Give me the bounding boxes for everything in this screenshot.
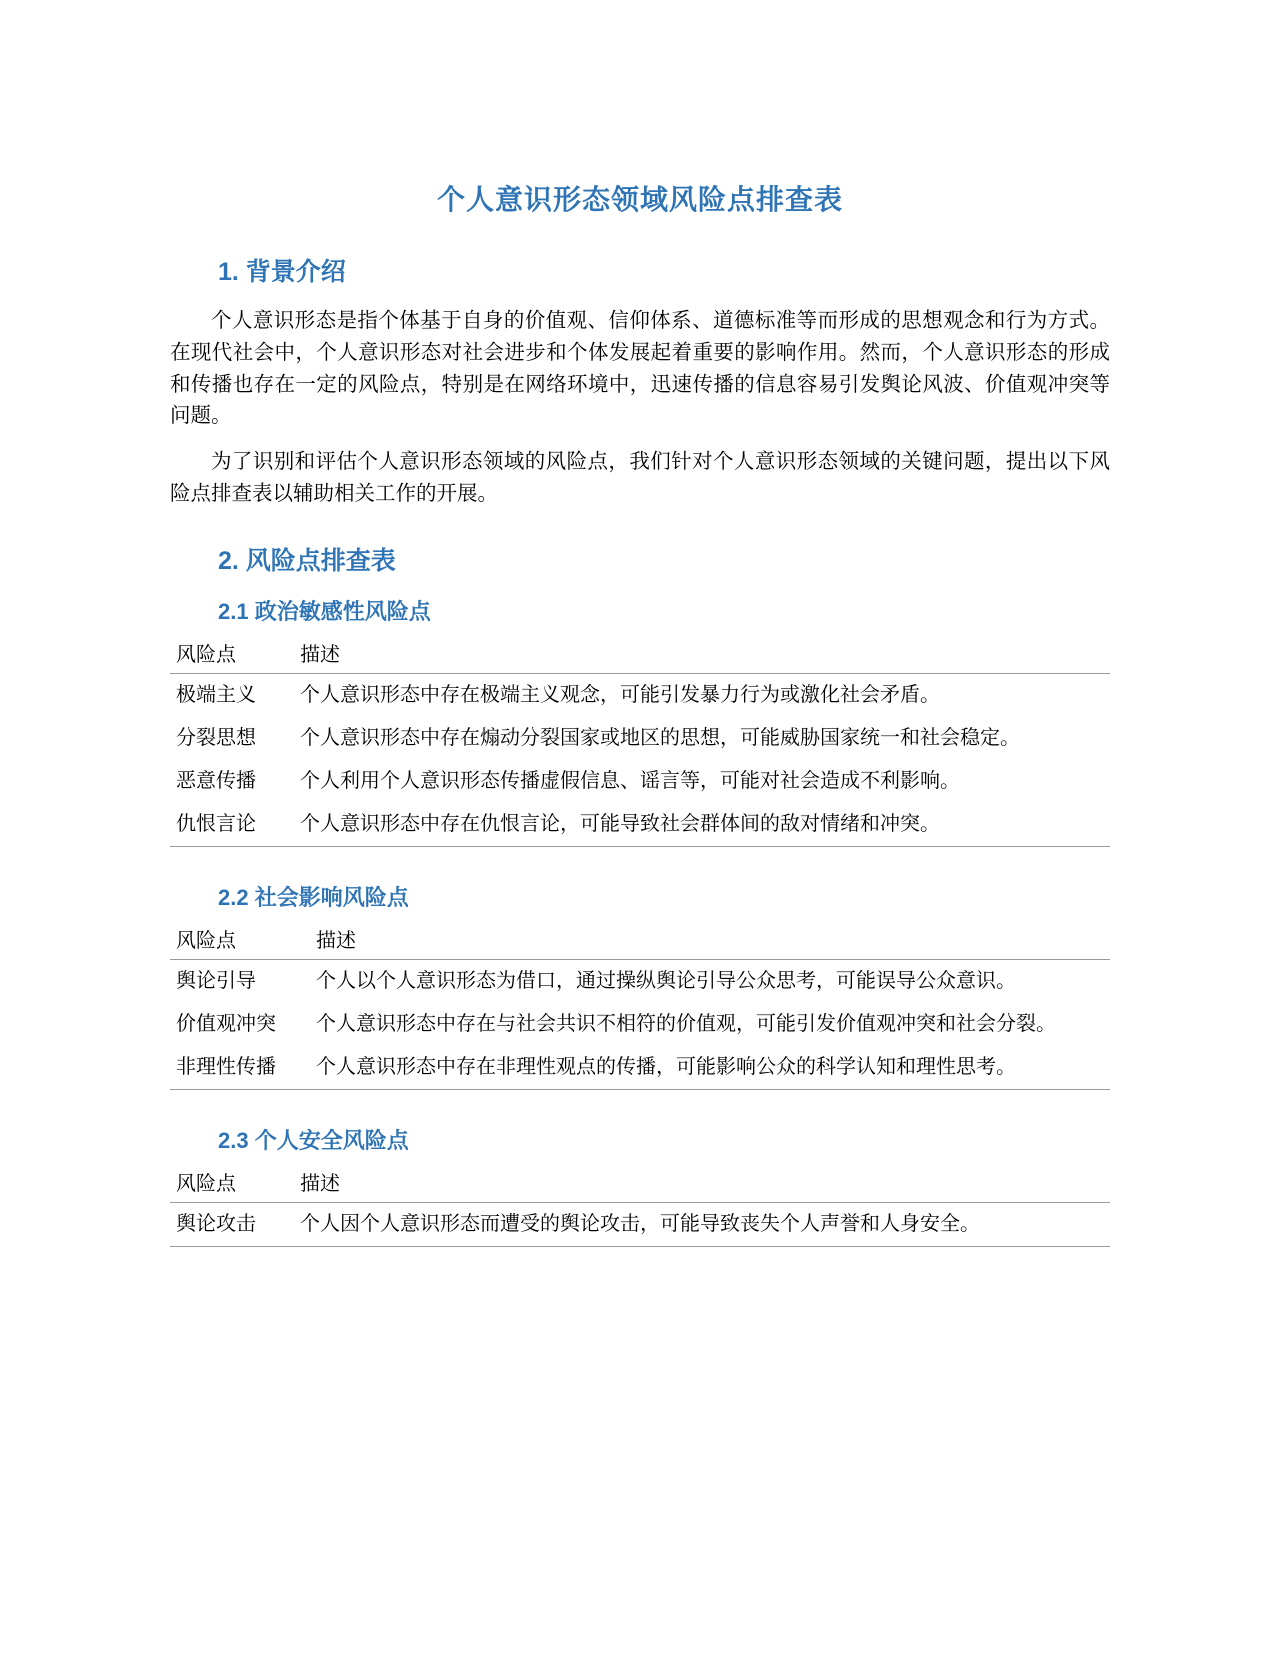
table-row <box>170 760 1110 803</box>
cell-description: 个人因个人意识形态而遭受的舆论攻击，可能导致丧失个人声誉和人身安全。 <box>294 1202 1110 1246</box>
subsection-heading-personal-safety: 2.3 个人安全风险点 <box>218 1127 409 1153</box>
subsection-political <box>170 595 1110 847</box>
column-header-risk: 风险点 <box>170 1165 294 1203</box>
table-row <box>170 673 1110 717</box>
cell-description: 个人利用个人意识形态传播虚假信息、谣言等，可能对社会造成不利影响。 <box>300 769 960 792</box>
table-row <box>170 803 1110 847</box>
cell-description: 个人意识形态中存在极端主义观念，可能引发暴力行为或激化社会矛盾。 <box>300 683 940 706</box>
cell-risk: 分裂思想 <box>176 726 256 749</box>
page-title: 个人意识形态领域风险点排查表 <box>436 184 843 215</box>
cell-description: 个人意识形态中存在非理性观点的传播，可能影响公众的科学认知和理性思考。 <box>310 1046 1110 1090</box>
subsection-social <box>170 881 1110 1090</box>
section-background <box>170 252 1110 511</box>
cell-risk: 舆论引导 <box>176 969 256 992</box>
section-heading-background: 1. 背景介绍 <box>218 258 346 286</box>
column-header-risk: 风险点 <box>170 636 294 674</box>
subsection-heading-political: 2.1 政治敏感性风险点 <box>218 598 431 624</box>
cell-risk: 恶意传播 <box>176 769 256 792</box>
table-row <box>170 1046 1110 1090</box>
table-row <box>170 1003 1110 1046</box>
subsection-personal-safety <box>170 1124 1110 1247</box>
cell-risk: 非理性传播 <box>170 1046 310 1090</box>
column-header-description: 描述 <box>294 636 1110 674</box>
cell-risk: 价值观冲突 <box>176 1012 276 1035</box>
cell-risk: 仇恨言论 <box>170 803 294 847</box>
column-header-description: 描述 <box>294 1165 1110 1203</box>
cell-description: 个人以个人意识形态为借口，通过操纵舆论引导公众思考，可能误导公众意识。 <box>316 969 1016 992</box>
table-header-row <box>170 636 1110 674</box>
risk-table-political <box>170 636 1110 847</box>
paragraph-background-2: 为了识别和评估个人意识形态领域的风险点，我们针对个人意识形态领域的关键问题，提出以下风险点排查表以辅助相关工作的开展。 <box>170 451 1110 505</box>
cell-description: 个人意识形态中存在与社会共识不相符的价值观，可能引发价值观冲突和社会分裂。 <box>316 1012 1056 1035</box>
cell-risk: 极端主义 <box>176 683 256 706</box>
column-header-risk: 风险点 <box>170 922 310 960</box>
section-risk-table <box>170 541 1110 1247</box>
section-heading-risk-table: 2. 风险点排查表 <box>218 546 396 575</box>
table-row <box>170 717 1110 760</box>
table-header-row <box>170 1165 1110 1203</box>
risk-table-social <box>170 922 1110 1090</box>
table-row <box>170 1202 1110 1246</box>
cell-risk: 舆论攻击 <box>170 1202 294 1246</box>
cell-description: 个人意识形态中存在仇恨言论，可能导致社会群体间的敌对情绪和冲突。 <box>294 803 1110 847</box>
cell-description: 个人意识形态中存在煽动分裂国家或地区的思想，可能威胁国家统一和社会稳定。 <box>300 726 1020 749</box>
column-header-description: 描述 <box>310 922 1110 960</box>
risk-table-personal-safety <box>170 1165 1110 1247</box>
paragraph-background-1: 个人意识形态是指个体基于自身的价值观、信仰体系、道德标准等而形成的思想观念和行为方式。在现代社会中，个人意识形态对社会进步和个体发展起着重要的影响作用。然而，个人意识形态的形成和传播也存在一定的风险点，特别是在网络环境中，迅速传播的信息容易引发舆论风波、价值观冲突等问题。 <box>170 310 1110 428</box>
subsection-heading-social: 2.2 社会影响风险点 <box>218 884 409 910</box>
table-row <box>170 959 1110 1003</box>
table-header-row <box>170 922 1110 960</box>
